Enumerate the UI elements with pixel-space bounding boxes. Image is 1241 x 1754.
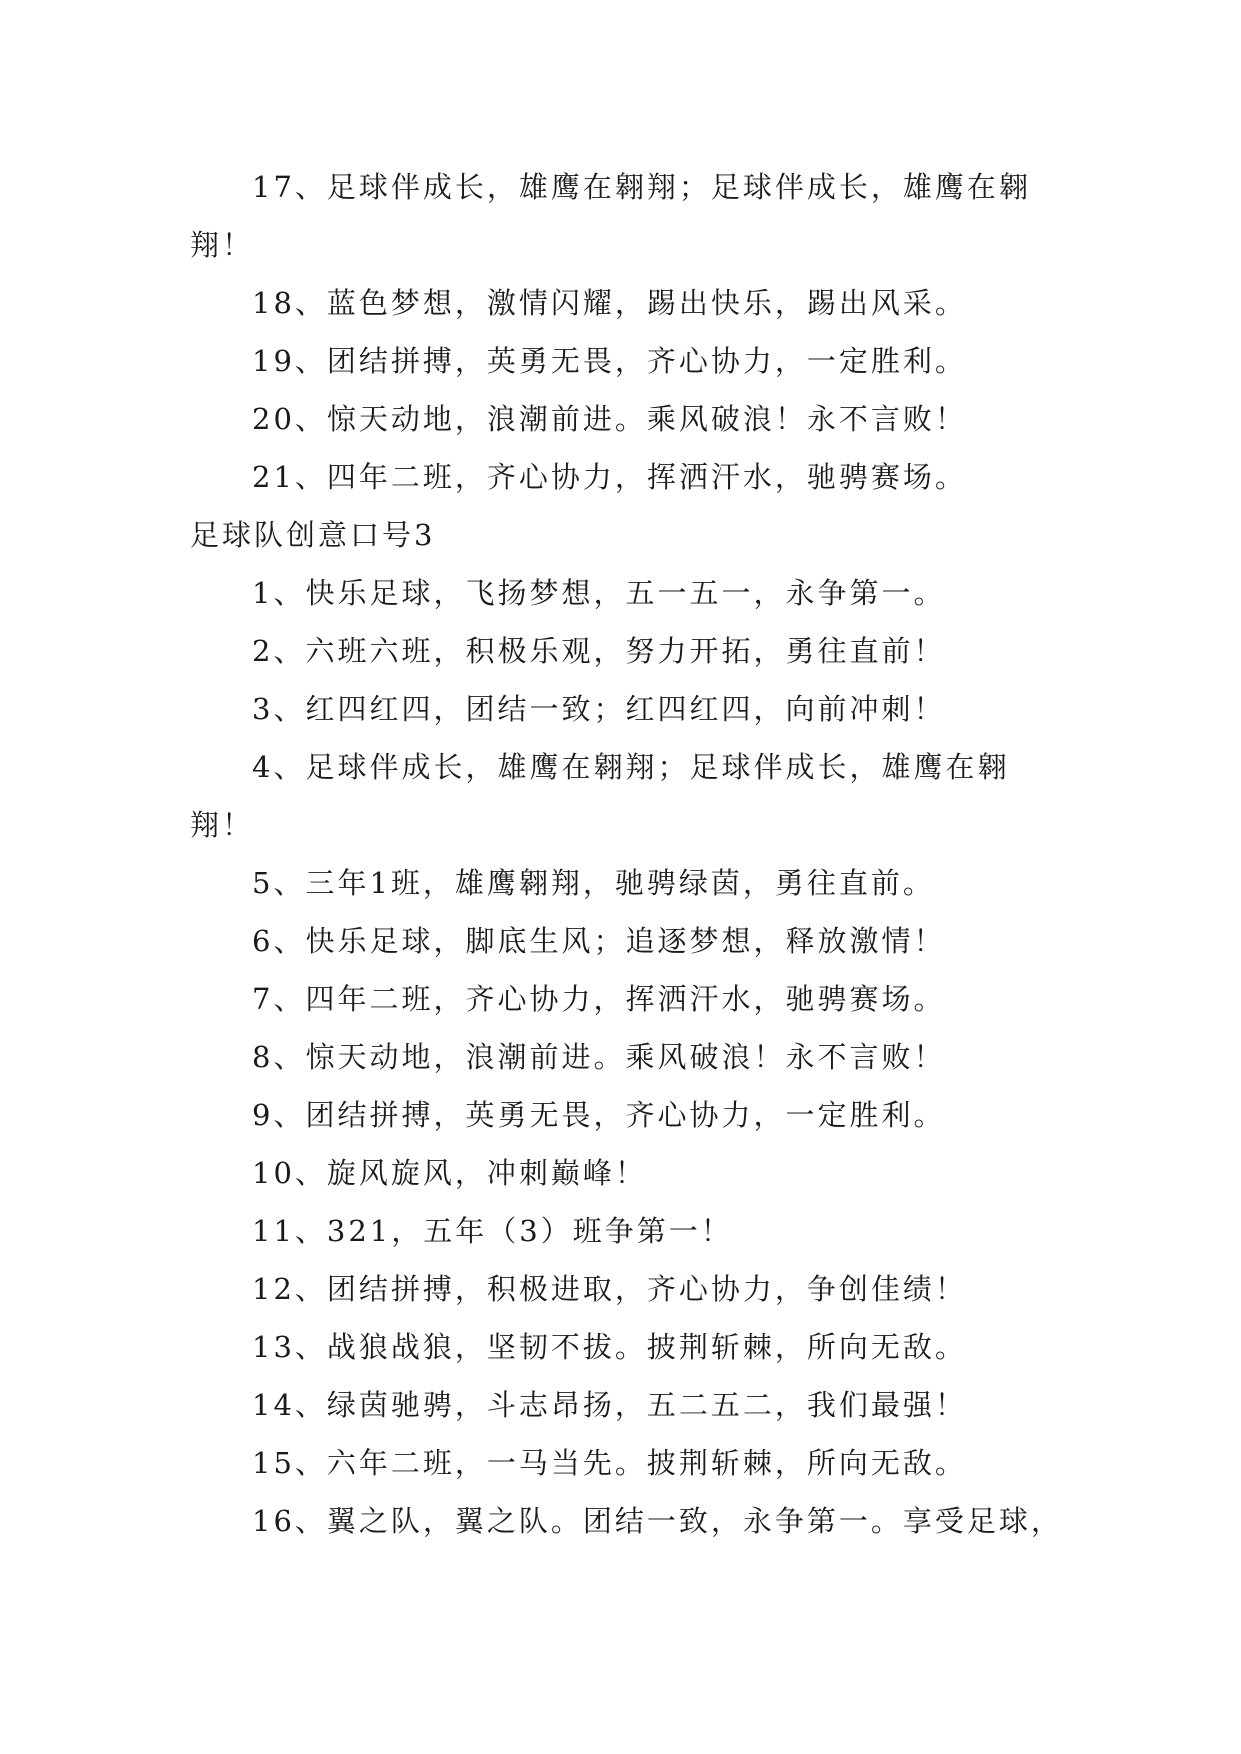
paragraph-line: 9、团结拼搏，英勇无畏，齐心协力，一定胜利。 (252, 1098, 946, 1132)
paragraph-line: 16、翼之队，翼之队。团结一致，永争第一。享受足球， (252, 1504, 1063, 1538)
paragraph-line: 17、足球伴成长，雄鹰在翱翔；足球伴成长，雄鹰在翱 (252, 170, 1031, 204)
paragraph-line: 1、快乐足球，飞扬梦想，五一五一，永争第一。 (252, 576, 946, 610)
paragraph-line: 8、惊天动地，浪潮前进。乘风破浪！永不言败！ (252, 1040, 946, 1074)
paragraph-line: 13、战狼战狼，坚韧不拔。披荆斩棘，所向无敌。 (252, 1330, 967, 1364)
paragraph-line: 4、足球伴成长，雄鹰在翱翔；足球伴成长，雄鹰在翱 (252, 750, 1010, 784)
paragraph-line: 21、四年二班，齐心协力，挥洒汗水，驰骋赛场。 (252, 460, 967, 494)
paragraph-line: 18、蓝色梦想，激情闪耀，踢出快乐，踢出风采。 (252, 286, 967, 320)
paragraph-line: 7、四年二班，齐心协力，挥洒汗水，驰骋赛场。 (252, 982, 946, 1016)
paragraph-line: 11、321，五年（3）班争第一！ (252, 1214, 733, 1248)
paragraph-line: 6、快乐足球，脚底生风；追逐梦想，释放激情！ (252, 924, 946, 958)
paragraph-line: 2、六班六班，积极乐观，努力开拓，勇往直前！ (252, 634, 946, 668)
paragraph-line: 19、团结拼搏，英勇无畏，齐心协力，一定胜利。 (252, 344, 967, 378)
paragraph-line: 5、三年1班，雄鹰翱翔，驰骋绿茵，勇往直前。 (252, 866, 935, 900)
document-body (190, 158, 1063, 1550)
paragraph-line: 20、惊天动地，浪潮前进。乘风破浪！永不言败！ (252, 402, 967, 436)
paragraph-line: 3、红四红四，团结一致；红四红四，向前冲刺！ (252, 692, 946, 726)
paragraph-line: 14、绿茵驰骋，斗志昂扬，五二五二，我们最强！ (252, 1388, 967, 1422)
paragraph-line: 翔！ (190, 228, 255, 262)
paragraph-line: 10、旋风旋风，冲刺巅峰！ (252, 1156, 647, 1190)
paragraph-line: 15、六年二班，一马当先。披荆斩棘，所向无敌。 (252, 1446, 967, 1480)
paragraph-line: 翔！ (190, 808, 255, 842)
section-heading: 足球队创意口号3 (190, 518, 436, 552)
paragraph-line: 12、团结拼搏，积极进取，齐心协力，争创佳绩！ (252, 1272, 967, 1306)
